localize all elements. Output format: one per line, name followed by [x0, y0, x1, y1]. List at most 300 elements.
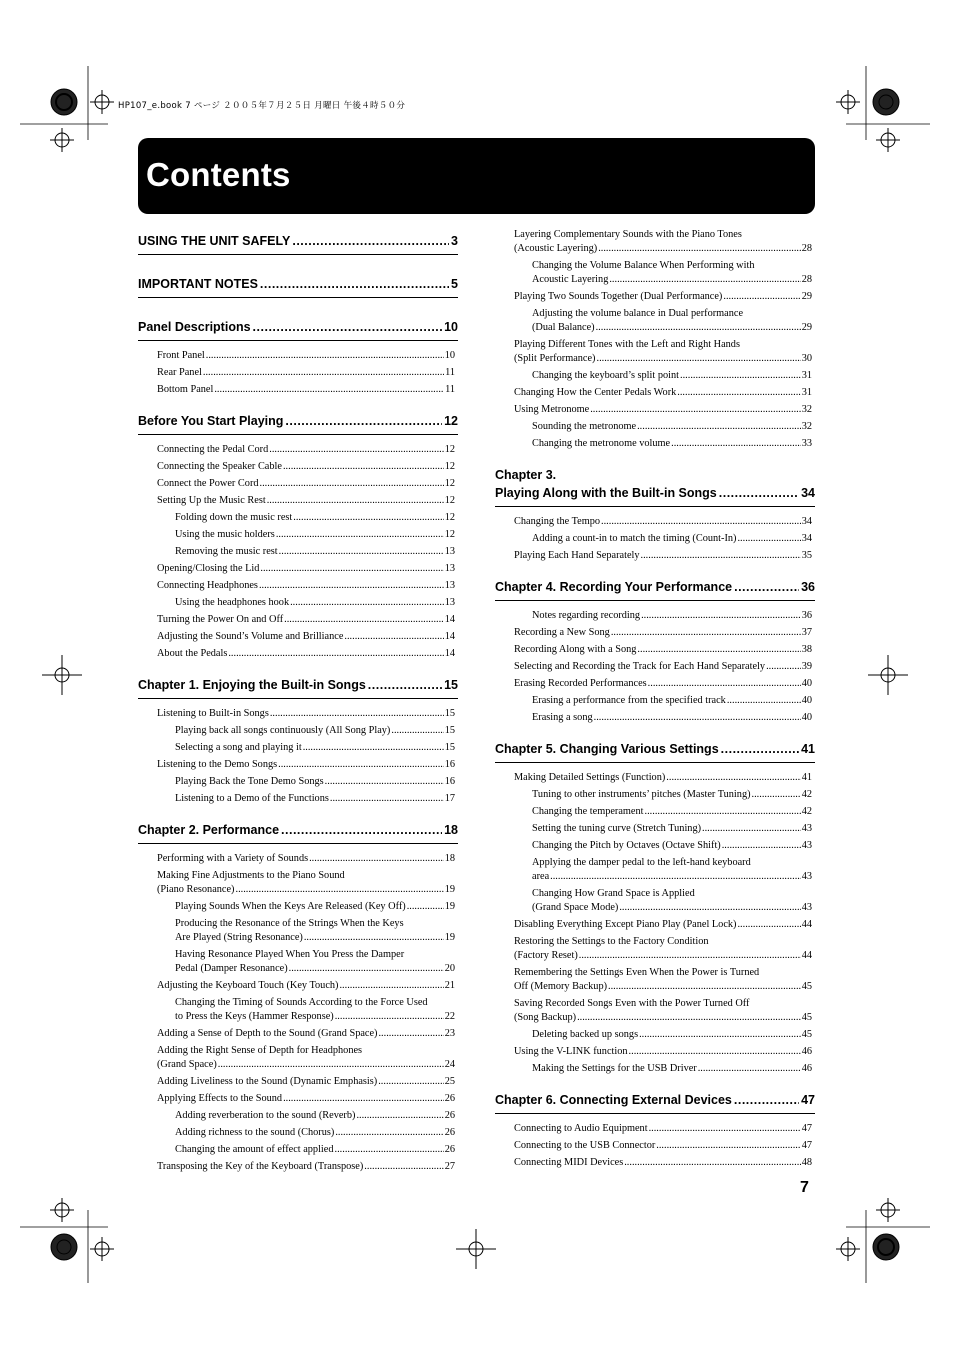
entry-page-number: 37: [801, 627, 812, 638]
leader-dots: [303, 741, 444, 755]
heading-page-number: 18: [444, 823, 458, 837]
toc-entry[interactable]: [495, 677, 815, 691]
entry-page-number: 31: [801, 370, 812, 381]
toc-entry[interactable]: [495, 966, 815, 994]
leader-dots: [579, 949, 801, 963]
leader-dots: [594, 711, 801, 725]
entry-title-line1: Layering Complementary Sounds with the Piano Tones: [514, 229, 742, 240]
entry-title-line2: (Dual Balance): [532, 322, 595, 333]
toc-entry[interactable]: [138, 758, 458, 772]
entry-title-line2: (Factory Reset): [514, 950, 578, 961]
entry-title: Changing the metronome volume: [532, 438, 671, 449]
entry-title: Listening to Built-in Songs: [157, 708, 269, 719]
toc-entry[interactable]: [138, 596, 458, 610]
leader-dots: [290, 596, 444, 610]
heading-title: Chapter 1. Enjoying the Built-in Songs: [138, 678, 366, 692]
entry-title: Adjusting the Keyboard Touch (Key Touch): [157, 980, 339, 991]
heading-title: USING THE UNIT SAFELY: [138, 234, 291, 248]
toc-entry[interactable]: [495, 338, 815, 366]
entry-page-number: 20: [444, 963, 455, 974]
toc-entry[interactable]: [138, 630, 458, 644]
heading-title: Chapter 6. Connecting External Devices: [495, 1093, 732, 1107]
entry-page-number: 13: [444, 563, 455, 574]
leader-dots: [284, 613, 444, 627]
entry-page-number: 11: [445, 384, 455, 395]
toc-entry[interactable]: [138, 545, 458, 559]
entry-page-number: 33: [801, 438, 812, 449]
toc-entry[interactable]: [138, 528, 458, 542]
leader-dots: [666, 771, 800, 785]
entry-page-number: 16: [444, 759, 455, 770]
entry-title: Adding Liveliness to the Sound (Dynamic Emphasis): [157, 1076, 378, 1087]
toc-section-heading[interactable]: [495, 462, 815, 507]
entry-page-number: 25: [444, 1076, 455, 1087]
entry-page-number: 42: [801, 789, 812, 800]
toc-entry[interactable]: [138, 1160, 458, 1174]
entry-title-line2: (Split Performance): [514, 353, 596, 364]
leader-dots: [649, 1122, 801, 1136]
entry-page-number: 43: [801, 840, 812, 851]
heading-title: Panel Descriptions: [138, 320, 251, 334]
print-header: HP107_e.book 7 ページ ２００５年７月２５日 月曜日 午後４時５０分: [118, 101, 406, 111]
leader-dots: [378, 1075, 443, 1089]
entry-title: Connecting Headphones: [157, 580, 258, 591]
entry-title-line1: Remembering the Settings Even When the Power is Turned: [514, 967, 760, 978]
toc-section-heading[interactable]: [138, 228, 458, 255]
entry-page-number: 16: [444, 776, 455, 787]
leader-dots: [608, 980, 801, 994]
toc-entry[interactable]: [495, 856, 815, 884]
leader-dots: [269, 443, 443, 457]
entry-page-number: 44: [801, 950, 812, 961]
entry-page-number: 18: [444, 853, 455, 864]
leader-dots: [639, 1028, 801, 1042]
toc-entry[interactable]: [138, 511, 458, 525]
leader-dots: [236, 883, 444, 897]
entry-page-number: 12: [444, 529, 455, 540]
toc-entry[interactable]: [138, 1109, 458, 1123]
toc-entry[interactable]: [138, 1126, 458, 1140]
entry-title: Notes regarding recording: [532, 610, 641, 621]
entry-page-number: 31: [801, 387, 812, 398]
toc-entry[interactable]: [495, 694, 815, 708]
toc-entry[interactable]: [138, 741, 458, 755]
toc-entry[interactable]: [138, 979, 458, 993]
entry-page-number: 13: [444, 597, 455, 608]
entry-page-number: 19: [444, 932, 455, 943]
entry-page-number: 29: [801, 322, 812, 333]
entry-title: Playing Two Sounds Together (Dual Performance): [514, 291, 723, 302]
toc-entry[interactable]: [495, 771, 815, 785]
leader-dots: [335, 1126, 443, 1140]
toc-entry[interactable]: [495, 839, 815, 853]
entry-title: Bottom Panel: [157, 384, 214, 395]
heading-page-number: 34: [801, 486, 815, 500]
leader-dots: [278, 758, 444, 772]
entry-page-number: 40: [801, 695, 812, 706]
toc-entry[interactable]: [138, 852, 458, 866]
toc-entry[interactable]: [495, 997, 815, 1025]
heading-page-number: 15: [444, 678, 458, 692]
entry-page-number: 41: [801, 772, 812, 783]
leader-dots: [723, 290, 800, 304]
toc-entry[interactable]: [138, 460, 458, 474]
entry-page-number: 29: [801, 291, 812, 302]
leader-dots: [228, 647, 443, 661]
toc-entry[interactable]: [495, 1062, 815, 1076]
leader-dots: [285, 412, 442, 430]
entry-page-number: 32: [801, 421, 812, 432]
toc-entry[interactable]: [138, 562, 458, 576]
entry-page-number: 21: [444, 980, 455, 991]
entry-page-number: 13: [444, 546, 455, 557]
toc-entry[interactable]: [138, 366, 458, 380]
entry-page-number: 28: [801, 274, 812, 285]
toc-section-heading[interactable]: [495, 574, 815, 601]
entry-title: Removing the music rest: [175, 546, 278, 557]
entry-page-number: 40: [801, 712, 812, 723]
entry-title: Tuning to other instruments’ pitches (Master Tuning): [532, 789, 751, 800]
entry-page-number: 14: [444, 648, 455, 659]
entry-title: Adding a count-in to match the timing (Count-In): [532, 533, 737, 544]
entry-page-number: 27: [444, 1161, 455, 1172]
toc-entry[interactable]: [138, 1143, 458, 1157]
entry-page-number: 45: [801, 1029, 812, 1040]
leader-dots: [281, 821, 442, 839]
entry-title: Adding a Sense of Depth to the Sound (Grand Space): [157, 1028, 378, 1039]
entry-title: Making the Settings for the USB Driver: [532, 1063, 697, 1074]
toc-entry[interactable]: [138, 613, 458, 627]
toc-entry[interactable]: [138, 477, 458, 491]
entry-page-number: 17: [444, 793, 455, 804]
entry-title-line2: (Acoustic Layering): [514, 243, 598, 254]
entry-title: Recording a New Song: [514, 627, 610, 638]
entry-title-line2: to Press the Keys (Hammer Response): [175, 1011, 334, 1022]
entry-title: Setting the tuning curve (Stretch Tuning): [532, 823, 702, 834]
leader-dots: [641, 549, 801, 563]
entry-title-line2: area: [532, 871, 550, 882]
page-title: Contents: [146, 156, 291, 193]
entry-title: Performing with a Variety of Sounds: [157, 853, 309, 864]
toc-entry[interactable]: [495, 532, 815, 546]
entry-page-number: 46: [801, 1063, 812, 1074]
toc-entry[interactable]: [138, 1027, 458, 1041]
toc-entry[interactable]: [495, 805, 815, 819]
entry-title: Adding reverberation to the sound (Reverb): [175, 1110, 356, 1121]
leader-dots: [330, 792, 444, 806]
heading-title: Chapter 2. Performance: [138, 823, 280, 837]
entry-page-number: 19: [444, 884, 455, 895]
leader-dots: [267, 494, 444, 508]
entry-page-number: 46: [801, 1046, 812, 1057]
entry-page-number: 38: [801, 644, 812, 655]
leader-dots: [253, 318, 443, 336]
toc-entry[interactable]: [495, 626, 815, 640]
leader-dots: [378, 1027, 443, 1041]
toc-entry[interactable]: [138, 1075, 458, 1089]
entry-title-line1: Making Fine Adjustments to the Piano Sound: [157, 870, 345, 881]
toc-section-heading[interactable]: [495, 736, 815, 763]
entry-title-line2: Off (Memory Backup): [514, 981, 608, 992]
entry-title: Changing the amount of effect applied: [175, 1144, 334, 1155]
toc-entry[interactable]: [138, 579, 458, 593]
leader-dots: [656, 1139, 800, 1153]
entry-title: Playing Each Hand Separately: [514, 550, 640, 561]
leader-dots: [391, 724, 443, 738]
leader-dots: [292, 232, 449, 250]
entry-title: Connecting the Speaker Cable: [157, 461, 282, 472]
entry-title: Recording Along with a Song: [514, 644, 637, 655]
leader-dots: [283, 1092, 444, 1106]
toc-entry[interactable]: [138, 383, 458, 397]
leader-dots: [766, 660, 801, 674]
entry-page-number: 34: [801, 516, 812, 527]
entry-page-number: 43: [801, 902, 812, 913]
toc-section-heading[interactable]: [138, 672, 458, 699]
page-number: 7: [800, 1179, 809, 1196]
toc-entry[interactable]: [138, 443, 458, 457]
entry-title-line1: Playing Different Tones with the Left and Right Hands: [514, 339, 740, 350]
entry-page-number: 26: [444, 1127, 455, 1138]
entry-page-number: 15: [444, 725, 455, 736]
toc-entry[interactable]: [495, 549, 815, 563]
entry-title-line1: Restoring the Settings to the Factory Condition: [514, 936, 709, 947]
leader-dots: [702, 822, 801, 836]
entry-title: Selecting a song and playing it: [175, 742, 302, 753]
entry-page-number: 47: [801, 1123, 812, 1134]
entry-page-number: 13: [444, 580, 455, 591]
toc-entry[interactable]: [495, 609, 815, 623]
toc-entry[interactable]: [138, 996, 458, 1024]
entry-title: Connecting MIDI Devices: [514, 1157, 624, 1168]
leader-dots: [344, 630, 443, 644]
heading-title: IMPORTANT NOTES: [138, 277, 258, 291]
leader-dots: [637, 643, 800, 657]
entry-page-number: 26: [444, 1093, 455, 1104]
leader-dots: [206, 349, 444, 363]
entry-title: Changing How the Center Pedals Work: [514, 387, 677, 398]
toc-right-column: [495, 228, 815, 1173]
entry-title: Front Panel: [157, 350, 205, 361]
leader-dots: [619, 901, 800, 915]
toc-entry[interactable]: [495, 935, 815, 963]
entry-title-line1: Adjusting the volume balance in Dual performance: [532, 308, 744, 319]
entry-title: Sounding the metronome: [532, 421, 637, 432]
entry-title: Changing the temperament: [532, 806, 644, 817]
entry-page-number: 45: [801, 1012, 812, 1023]
entry-page-number: 23: [444, 1028, 455, 1039]
toc-entry[interactable]: [138, 1092, 458, 1106]
leader-dots: [590, 403, 800, 417]
toc-entry[interactable]: [495, 1028, 815, 1042]
entry-title: Adding richness to the sound (Chorus): [175, 1127, 335, 1138]
entry-title-line2: Acoustic Layering: [532, 274, 609, 285]
leader-dots: [577, 1011, 801, 1025]
leader-dots: [737, 918, 800, 932]
entry-page-number: 14: [444, 614, 455, 625]
toc-entry[interactable]: [138, 494, 458, 508]
toc-entry[interactable]: [138, 647, 458, 661]
toc-entry[interactable]: [138, 1044, 458, 1072]
toc-entry[interactable]: [495, 1156, 815, 1170]
toc-entry[interactable]: [495, 643, 815, 657]
leader-dots: [671, 437, 801, 451]
leader-dots: [335, 1143, 444, 1157]
title-banner: [138, 138, 815, 214]
toc-entry[interactable]: [138, 349, 458, 363]
toc-entry[interactable]: [495, 660, 815, 674]
entry-page-number: 12: [444, 495, 455, 506]
entry-page-number: 26: [444, 1144, 455, 1155]
heading-title: Chapter 5. Changing Various Settings: [495, 742, 719, 756]
toc-entry[interactable]: [138, 917, 458, 945]
leader-dots: [260, 562, 443, 576]
entry-title: About the Pedals: [157, 648, 228, 659]
toc-entry[interactable]: [138, 775, 458, 789]
toc-entry[interactable]: [495, 788, 815, 802]
leader-dots: [335, 1010, 444, 1024]
leader-dots: [680, 369, 801, 383]
toc-entry[interactable]: [495, 1045, 815, 1059]
entry-page-number: 12: [444, 478, 455, 489]
toc-entry[interactable]: [495, 386, 815, 400]
entry-page-number: 43: [801, 823, 812, 834]
leader-dots: [624, 1156, 800, 1170]
toc-entry[interactable]: [495, 918, 815, 932]
entry-title: Setting Up the Music Rest: [157, 495, 266, 506]
toc-section-heading[interactable]: [138, 271, 458, 298]
entry-title-line2: (Piano Resonance): [157, 884, 235, 895]
leader-dots: [309, 852, 444, 866]
leader-dots: [727, 694, 801, 708]
entry-title: Applying Effects to the Sound: [157, 1093, 283, 1104]
heading-page-number: 47: [801, 1093, 815, 1107]
entry-title: Using the V-LINK function: [514, 1046, 628, 1057]
leader-dots: [325, 775, 444, 789]
leader-dots: [677, 386, 800, 400]
toc-entry[interactable]: [495, 403, 815, 417]
leader-dots: [719, 484, 799, 502]
toc-entry[interactable]: [138, 792, 458, 806]
entry-title: Changing the Pitch by Octaves (Octave Shift): [532, 840, 721, 851]
heading-title: Before You Start Playing: [138, 414, 284, 428]
entry-page-number: 19: [444, 901, 455, 912]
entry-title-line1: Adding the Right Sense of Depth for Headphones: [157, 1045, 363, 1056]
leader-dots: [203, 366, 444, 380]
leader-dots: [407, 900, 444, 914]
entry-page-number: 12: [444, 461, 455, 472]
toc-section-heading[interactable]: [495, 1087, 815, 1114]
toc-entry[interactable]: [138, 707, 458, 721]
leader-dots: [550, 870, 801, 884]
entry-title: Playing back all songs continuously (All Song Play): [175, 725, 391, 736]
entry-title-line2: (Grand Space Mode): [532, 902, 619, 913]
toc-entry[interactable]: [495, 822, 815, 836]
leader-dots: [596, 321, 801, 335]
entry-page-number: 48: [801, 1157, 812, 1168]
leader-dots: [214, 383, 444, 397]
entry-title: Listening to a Demo of the Functions: [175, 793, 329, 804]
leader-dots: [364, 1160, 443, 1174]
entry-title-line1: Having Resonance Played When You Press the Damper: [175, 949, 405, 960]
leader-dots: [648, 677, 801, 691]
entry-page-number: 34: [801, 533, 812, 544]
toc-entry[interactable]: [495, 290, 815, 304]
entry-title: Connecting to Audio Equipment: [514, 1123, 648, 1134]
toc-entry[interactable]: [495, 259, 815, 287]
entry-title: Erasing a performance from the specified track: [532, 695, 726, 706]
toc-entry[interactable]: [495, 515, 815, 529]
entry-title-line1: Changing the Timing of Sounds According to the Force Used: [175, 997, 428, 1008]
entry-page-number: 42: [801, 806, 812, 817]
toc-entry[interactable]: [495, 369, 815, 383]
entry-title-line1: Applying the damper pedal to the left-hand keyboard: [532, 857, 751, 868]
entry-title: Using the headphones hook: [175, 597, 290, 608]
toc-entry[interactable]: [138, 724, 458, 738]
toc-left-column: [138, 228, 458, 1177]
leader-dots: [752, 788, 801, 802]
toc-entry[interactable]: [495, 420, 815, 434]
heading-page-number: 12: [444, 414, 458, 428]
entry-title: Adjusting the Sound’s Volume and Brilliance: [157, 631, 344, 642]
heading-page-number: 5: [451, 277, 458, 291]
leader-dots: [734, 1091, 799, 1109]
leader-dots: [293, 511, 443, 525]
leader-dots: [722, 839, 801, 853]
entry-title: Listening to the Demo Songs: [157, 759, 278, 770]
entry-page-number: 15: [444, 742, 455, 753]
heading-page-number: 41: [801, 742, 815, 756]
toc-section-heading[interactable]: [138, 817, 458, 844]
entry-title: Transposing the Key of the Keyboard (Transpose): [157, 1161, 364, 1172]
toc-entry[interactable]: [495, 437, 815, 451]
entry-title: Making Detailed Settings (Function): [514, 772, 666, 783]
toc-entry[interactable]: [495, 307, 815, 335]
toc-entry[interactable]: [138, 948, 458, 976]
entry-page-number: 40: [801, 678, 812, 689]
leader-dots: [601, 515, 801, 529]
toc-entry[interactable]: [495, 711, 815, 725]
entry-title: Connect the Power Cord: [157, 478, 259, 489]
entry-page-number: 32: [801, 404, 812, 415]
entry-title: Rear Panel: [157, 367, 202, 378]
entry-page-number: 28: [801, 243, 812, 254]
entry-title-line2: (Song Backup): [514, 1012, 577, 1023]
entry-page-number: 43: [801, 871, 812, 882]
entry-title-line1: Saving Recorded Songs Even with the Power Turned Off: [514, 998, 750, 1009]
toc-section-heading[interactable]: [138, 408, 458, 435]
entry-page-number: 30: [801, 353, 812, 364]
leader-dots: [356, 1109, 443, 1123]
entry-title: Erasing a song: [532, 712, 593, 723]
entry-title-line2: Are Played (String Resonance): [175, 932, 303, 943]
leader-dots: [276, 528, 444, 542]
leader-dots: [641, 609, 801, 623]
toc-entry[interactable]: [495, 1139, 815, 1153]
toc-section-heading[interactable]: [138, 314, 458, 341]
toc-entry[interactable]: [495, 887, 815, 915]
heading-page-number: 10: [444, 320, 458, 334]
toc-entry[interactable]: [495, 228, 815, 256]
toc-entry[interactable]: [495, 1122, 815, 1136]
toc-entry[interactable]: [138, 900, 458, 914]
entry-title: Connecting to the USB Connector: [514, 1140, 656, 1151]
entry-title-line1: Changing How Grand Space is Applied: [532, 888, 695, 899]
toc-entry[interactable]: [138, 869, 458, 897]
entry-title-line1: Changing the Volume Balance When Performing with: [532, 260, 755, 271]
entry-page-number: 11: [445, 367, 455, 378]
entry-title: Deleting backed up songs: [532, 1029, 639, 1040]
